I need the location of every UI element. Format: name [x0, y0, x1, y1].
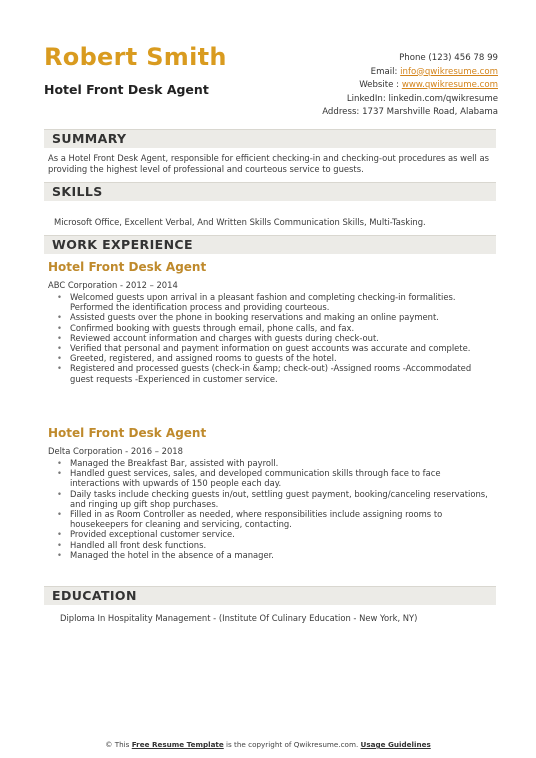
footer-prefix: © This [105, 740, 130, 749]
list-item: • Registered and processed guests (check-in &amp; check-out) -Assigned rooms -Accommodated guest requests -Experienced in customer service. [52, 363, 492, 383]
job-company-dates: Delta Corporation - 2016 – 2018 [48, 446, 183, 456]
list-item: • Verified that personal and payment information on guest accounts was accurate and complete. [52, 343, 492, 353]
contact-phone [322, 52, 498, 66]
skills-text: Microsoft Office, Excellent Verbal, And Written Skills Communication Skills, Multi-Tasking. [54, 217, 426, 227]
contact-email [322, 66, 498, 80]
list-item: • Managed the hotel in the absence of a manager. [52, 550, 492, 560]
candidate-role: Hotel Front Desk Agent [44, 82, 209, 97]
job-title: Hotel Front Desk Agent [48, 260, 207, 274]
linkedin-value: linkedin.com/qwikresume [388, 93, 498, 104]
usage-guidelines-link[interactable]: Usage Guidelines [360, 740, 431, 749]
summary-section-header [44, 129, 496, 148]
list-item: • Handled guest services, sales, and developed communication skills through face to face interactions with upwards of 150 people each day. [52, 468, 492, 488]
copyright-footer [0, 740, 536, 749]
contact-website [322, 79, 498, 93]
contact-linkedin [322, 93, 498, 107]
skills-section-header [44, 182, 496, 201]
job-bullets [52, 292, 492, 384]
phone-label: Phone [399, 53, 426, 63]
free-resume-template-link[interactable]: Free Resume Template [131, 740, 224, 749]
email-link[interactable]: info@qwikresume.com [400, 66, 498, 77]
email-label: Email: [370, 66, 398, 77]
job-title: Hotel Front Desk Agent [48, 426, 207, 440]
website-label: Website : [359, 80, 400, 91]
address-value: 1737 Marshville Road, Alabama [362, 107, 498, 118]
candidate-name: Robert Smith [44, 43, 227, 71]
education-section-header [44, 586, 496, 605]
list-item: • Filled in as Room Controller as needed, where responsibilities include assigning rooms to housekeepers for cleaning and servicing, contacting. [52, 509, 492, 529]
work-title: WORK EXPERIENCE [52, 237, 193, 252]
contact-block [322, 52, 498, 120]
linkedin-label: LinkedIn: [346, 93, 386, 104]
list-item: • Greeted, registered, and assigned rooms to guests of the hotel. [52, 353, 492, 363]
list-item: • Confirmed booking with guests through email, phone calls, and fax. [52, 323, 492, 333]
footer-middle: is the copyright of Qwikresume.com. [226, 740, 359, 749]
job-company-dates: ABC Corporation - 2012 – 2014 [48, 280, 178, 290]
list-item: • Assisted guests over the phone in booking reservations and making an online payment. [52, 312, 492, 322]
list-item: • Daily tasks include checking guests in/out, settling guest payment, booking/canceling reservations, and ringing up gift shop purchases. [52, 489, 492, 509]
summary-text: As a Hotel Front Desk Agent, responsible for efficient checking-in and checking-out procedures as well as providing the highest level of professional and courteous service to guests. [48, 153, 489, 174]
summary-title: SUMMARY [52, 131, 127, 146]
list-item: • Managed the Breakfast Bar, assisted with payroll. [52, 458, 492, 468]
address-label: Address: [322, 107, 360, 118]
job-bullets [52, 458, 492, 560]
list-item: • Handled all front desk functions. [52, 540, 492, 550]
list-item: • Welcomed guests upon arrival in a pleasant fashion and completing checking-in formalities. Performed the identification process and providing courteous. [52, 292, 492, 312]
education-title: EDUCATION [52, 588, 137, 603]
skills-title: SKILLS [52, 184, 103, 199]
website-link[interactable]: www.qwikresume.com [401, 80, 498, 91]
list-item: • Provided exceptional customer service. [52, 529, 492, 539]
education-text: Diploma In Hospitality Management - (Institute Of Culinary Education - New York, NY) [60, 613, 418, 623]
contact-address [322, 106, 498, 120]
work-section-header [44, 235, 496, 254]
list-item: • Reviewed account information and charges with guests during check-out. [52, 333, 492, 343]
phone-value: (123) 456 78 99 [428, 53, 498, 63]
